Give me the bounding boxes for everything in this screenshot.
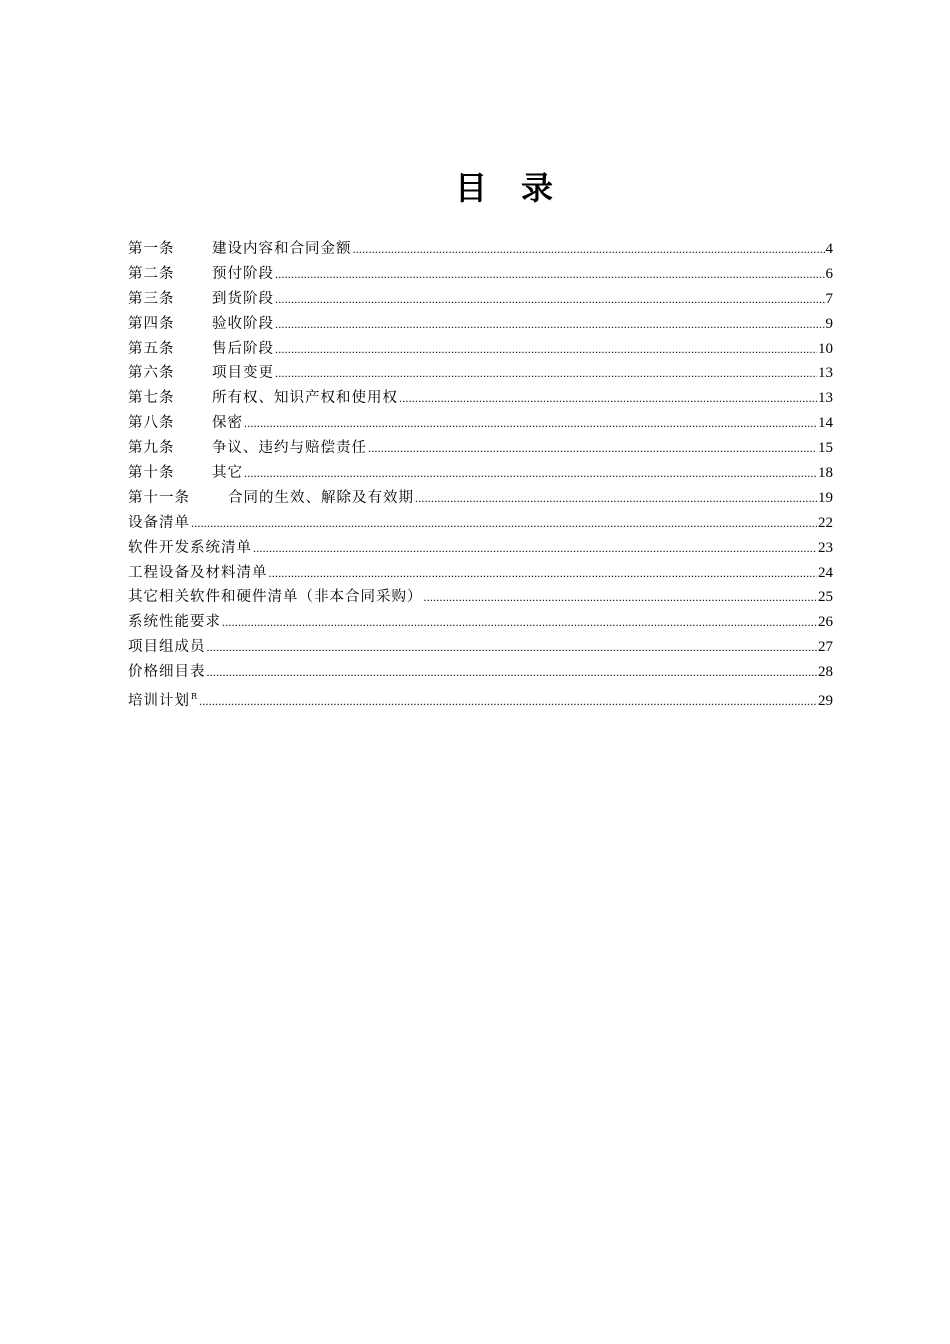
toc-entry-page: 10: [818, 340, 833, 357]
toc-leader-dots: [269, 561, 818, 586]
toc-entry-label: 系统性能要求: [128, 614, 221, 631]
toc-entry-number: 第四条: [128, 315, 175, 332]
toc-entry-page: 7: [825, 290, 833, 307]
toc-leader-dots: [244, 411, 817, 436]
toc-entry-number: 第二条: [128, 265, 175, 282]
toc-entry-number: 第一条: [128, 241, 175, 257]
toc-entry[interactable]: [128, 561, 833, 586]
toc-entry[interactable]: [128, 337, 833, 362]
toc-entry[interactable]: [128, 386, 833, 411]
toc-entry-number: 第十条: [128, 465, 175, 482]
toc-entry-label: 建设内容和合同金额: [212, 241, 352, 257]
toc-entry-page: 28: [818, 664, 833, 681]
toc-entry-label: 设备清单: [128, 514, 190, 531]
toc-leader-dots: [353, 237, 825, 262]
toc-entry-page: 26: [818, 614, 833, 631]
toc-entry-number: 第十一条: [128, 489, 190, 506]
toc-entry[interactable]: [128, 287, 833, 312]
toc-entry[interactable]: [128, 237, 833, 262]
toc-entry-page: 23: [818, 539, 833, 556]
toc-entry-label: 软件开发系统清单: [128, 539, 252, 556]
toc-leader-dots: [191, 511, 817, 536]
toc-entry-label: 工程设备及材料清单: [128, 564, 268, 581]
toc-entry-label: 项目组成员: [128, 639, 206, 656]
toc-entry[interactable]: [128, 312, 833, 337]
toc-leader-dots: [424, 585, 818, 610]
toc-entry-label: 价格细目表: [128, 664, 206, 681]
toc-entry[interactable]: [128, 536, 833, 561]
toc-entry[interactable]: [128, 411, 833, 436]
toc-entry-page: 4: [825, 241, 833, 257]
toc-entry-number: 第三条: [128, 290, 175, 307]
toc-entry-label: 合同的生效、解除及有效期: [228, 489, 414, 506]
toc-entry-page: 6: [825, 265, 833, 282]
toc-entry-label: 预付阶段: [212, 265, 274, 282]
toc-entry[interactable]: [128, 660, 833, 685]
toc-entry[interactable]: [128, 486, 833, 511]
toc-entry[interactable]: [128, 511, 833, 536]
toc-leader-dots: [222, 610, 817, 635]
toc-entry-page: 27: [818, 639, 833, 656]
toc-entry-label: 验收阶段: [212, 315, 274, 332]
toc-leader-dots: [275, 287, 825, 312]
toc-entry-number: 第五条: [128, 340, 175, 357]
toc-title: [0, 166, 950, 210]
toc-entry-page: 15: [818, 440, 833, 457]
toc-entry-label: 到货阶段: [212, 290, 274, 307]
toc-leader-dots: [244, 461, 817, 486]
toc-entry-page: 19: [818, 489, 833, 506]
toc-entry[interactable]: [128, 585, 833, 610]
toc-entry[interactable]: [128, 635, 833, 660]
toc-leader-dots: [207, 635, 818, 660]
toc-entry-number: 第七条: [128, 390, 175, 407]
toc-entry[interactable]: [128, 361, 833, 386]
toc-leader-dots: [275, 337, 817, 362]
toc-entry[interactable]: [128, 262, 833, 287]
toc-leader-dots: [275, 361, 817, 386]
toc-entry-page: 9: [825, 315, 833, 332]
toc-entry-page: 22: [818, 514, 833, 531]
toc-entry-page: 24: [818, 564, 833, 581]
toc-entry-label-text: 培训计划: [128, 693, 190, 710]
toc-entry-label: 争议、违约与赔偿责任: [212, 440, 367, 457]
toc-entry-page: 25: [818, 589, 833, 606]
toc-entry-label: 保密: [212, 415, 243, 432]
toc-entry[interactable]: [128, 685, 833, 710]
toc-entry-number: 第六条: [128, 365, 175, 382]
toc-entry-label-sup: R: [191, 692, 199, 702]
toc-entry-page: 13: [818, 390, 833, 407]
toc-entry-page: 13: [818, 365, 833, 382]
toc-leader-dots: [399, 386, 817, 411]
toc-leader-dots: [275, 262, 825, 287]
toc-entry-page: 14: [818, 415, 833, 432]
toc-entry-label: 售后阶段: [212, 340, 274, 357]
toc-entry-label: 其它: [212, 465, 243, 482]
toc-entry-label: [128, 685, 198, 714]
toc-entry[interactable]: [128, 436, 833, 461]
toc-leader-dots: [253, 536, 817, 561]
toc-leader-dots: [207, 660, 818, 685]
toc-leader-dots: [199, 689, 817, 714]
toc-entry[interactable]: [128, 461, 833, 486]
toc-leader-dots: [368, 436, 817, 461]
toc-leader-dots: [275, 312, 825, 337]
toc-entry-page: 18: [818, 465, 833, 482]
toc-entry-label: 其它相关软件和硬件清单（非本合同采购）: [128, 589, 423, 606]
toc-entry-page: 29: [818, 693, 833, 710]
toc-leader-dots: [415, 486, 817, 511]
toc-entry-label: 所有权、知识产权和使用权: [212, 390, 398, 407]
toc-entry-number: 第九条: [128, 440, 175, 457]
toc-title-char-2: 录: [521, 169, 556, 207]
toc-entry-number: 第八条: [128, 415, 175, 432]
table-of-contents: [128, 237, 833, 710]
toc-entry-label: 项目变更: [212, 365, 274, 382]
toc-entry[interactable]: [128, 610, 833, 635]
toc-title-char-1: 目: [454, 169, 489, 207]
